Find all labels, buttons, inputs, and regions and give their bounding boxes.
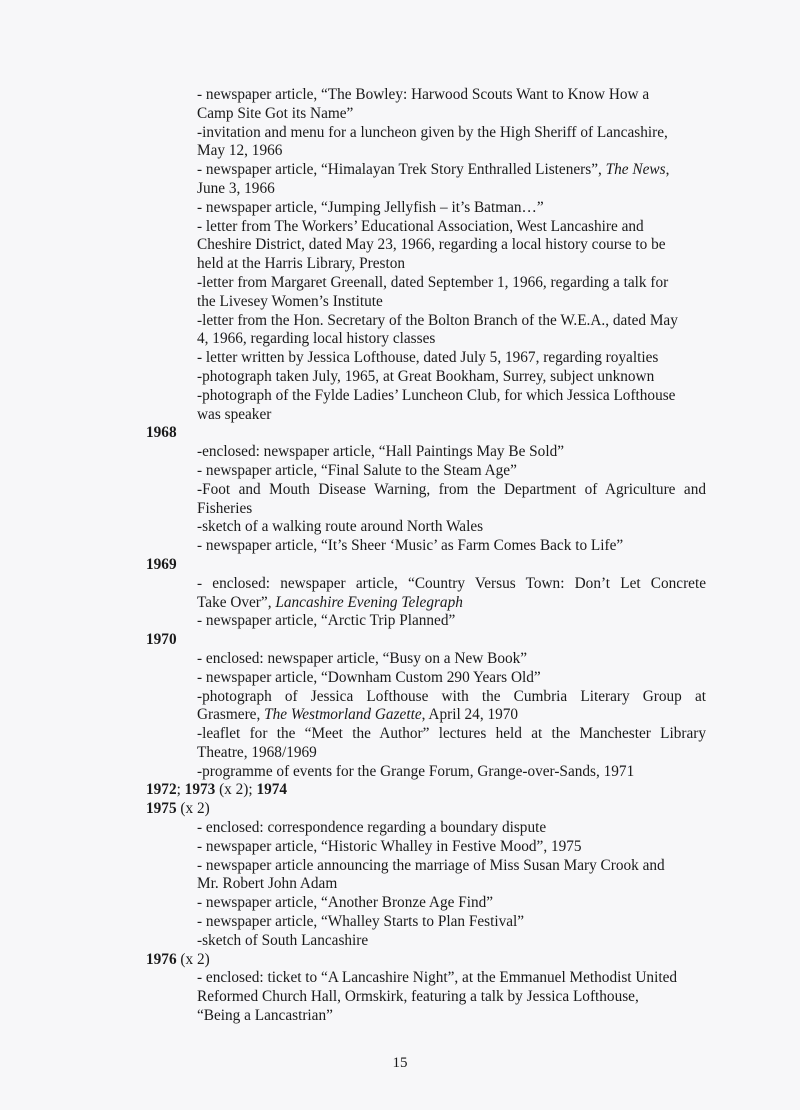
year-1972: 1972 [146,781,177,799]
archive-listing [146,86,706,1026]
year-heading-1975 [146,800,706,819]
list-item [146,161,706,180]
list-item: - newspaper article, “Whalley Starts to Plan Festival” [197,913,525,931]
year-heading-1976 [146,951,706,970]
list-item: -letter from the Hon. Secretary of the Bolton Branch of the W.E.A., dated May [197,311,678,329]
list-item: - newspaper article, “Final Salute to the Steam Age” [197,461,517,479]
year-1976: 1976 [146,950,177,968]
item-text: Grasmere, [197,706,265,724]
list-item: -sketch of South Lancashire [197,931,369,949]
list-item: -programme of events for the Grange Forum, Grange-over-Sands, 1971 [197,762,635,780]
list-item [146,706,706,725]
list-item: - letter written by Jessica Lofthouse, dated July 5, 1967, regarding royalties [197,349,659,367]
item-text: , [665,161,670,179]
list-item: - newspaper article, “Another Bronze Age Find” [197,894,494,912]
list-item: 4, 1966, regarding local history classes [197,330,436,348]
list-item: Camp Site Got its Name” [197,104,354,122]
publication-title: The Westmorland Gazette [264,706,422,724]
year-1975: 1975 [146,800,177,818]
item-text: Take Over”, [197,593,276,611]
year-1974: 1974 [256,781,288,799]
list-item: - newspaper article, “Historic Whalley in Festive Mood”, 1975 [197,837,582,855]
item-text: , April 24, 1970 [421,706,519,724]
list-item: Mr. Robert John Adam [197,875,338,893]
list-item: Fisheries [197,499,253,517]
list-item: Reformed Church Hall, Ormskirk, featuring a talk by Jessica Lofthouse, [197,988,639,1006]
year-heading-1972-1974 [146,781,706,800]
list-item: -enclosed: newspaper article, “Hall Paintings May Be Sold” [197,443,565,461]
list-item: - newspaper article, “Arctic Trip Planned” [197,612,456,630]
list-item: Cheshire District, dated May 23, 1966, regarding a local history course to be [197,236,666,254]
item-text: - newspaper article, “Himalayan Trek Story Enthralled Listeners”, [197,161,606,179]
list-item: - newspaper article, “It’s Sheer ‘Music’ as Farm Comes Back to Life” [197,537,624,555]
list-item: -letter from Margaret Greenall, dated September 1, 1966, regarding a talk for [197,273,669,291]
list-item: -leaflet for the “Meet the Author” lectures held at the Manchester Library [197,725,706,743]
list-item: - enclosed: correspondence regarding a boundary dispute [197,819,547,837]
year-count: (x 2); [215,781,257,799]
list-item: was speaker [197,405,272,423]
list-item: - enclosed: newspaper article, “Country Versus Town: Don’t Let Concrete [197,574,706,592]
list-item: June 3, 1966 [197,179,275,197]
publication-title: Lancashire Evening Telegraph [275,593,463,611]
list-item: May 12, 1966 [197,142,283,160]
list-item: - newspaper article announcing the marriage of Miss Susan Mary Crook and [197,856,665,874]
list-item: -Foot and Mouth Disease Warning, from the Department of Agriculture and [197,480,706,498]
list-item: “Being a Lancastrian” [197,1007,333,1025]
list-item: - newspaper article, “The Bowley: Harwood Scouts Want to Know How a [197,86,650,103]
list-item: -photograph of the Fylde Ladies’ Luncheon Club, for which Jessica Lofthouse [197,386,676,404]
list-item: the Livesey Women’s Institute [197,292,383,310]
year-1973: 1973 [184,781,216,799]
list-item: held at the Harris Library, Preston [197,255,406,273]
list-item: Theatre, 1968/1969 [197,743,317,761]
page-number: 15 [392,1055,408,1071]
list-item: -sketch of a walking route around North Wales [197,518,484,536]
list-item: -invitation and menu for a luncheon given by the High Sheriff of Lancashire, [197,123,668,141]
list-item: - enclosed: ticket to “A Lancashire Night”, at the Emmanuel Methodist United [197,969,678,987]
list-item: - letter from The Workers’ Educational Association, West Lancashire and [197,217,644,235]
list-item: - enclosed: newspaper article, “Busy on a New Book” [197,649,528,667]
list-item [146,594,706,613]
publication-title: The News [605,161,666,179]
year-separator: ; [176,781,185,799]
list-item: - newspaper article, “Downham Custom 290 Years Old” [197,668,541,686]
year-heading-1968: 1968 [146,424,177,442]
year-heading-1969: 1969 [146,555,177,573]
year-heading-1970: 1970 [146,631,177,649]
list-item: -photograph of Jessica Lofthouse with the Cumbria Literary Group at [197,687,706,705]
list-item: - newspaper article, “Jumping Jellyfish – it’s Batman…” [197,198,544,216]
year-count: (x 2) [176,950,210,968]
list-item: -photograph taken July, 1965, at Great Bookham, Surrey, subject unknown [197,367,655,385]
year-count: (x 2) [176,800,210,818]
